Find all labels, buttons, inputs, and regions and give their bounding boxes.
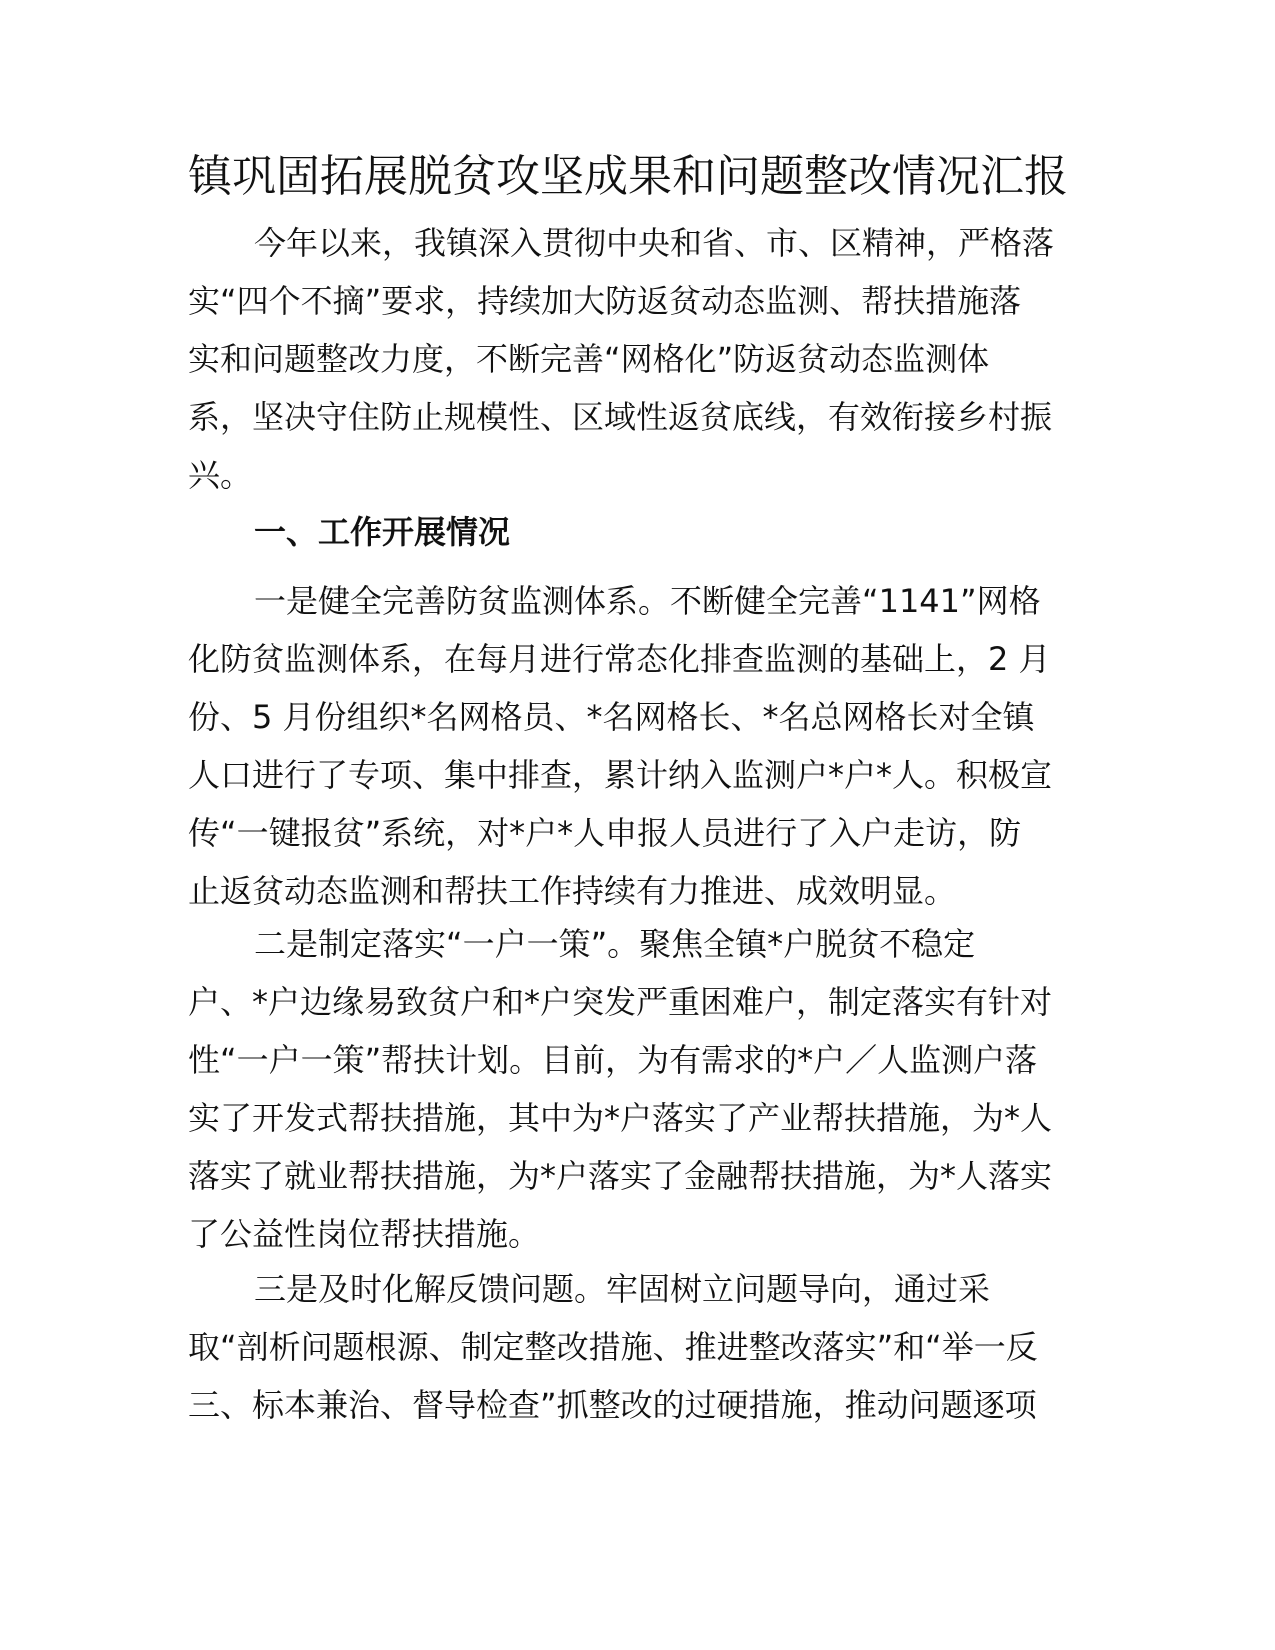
section-heading: 一、工作开展情况: [254, 513, 511, 551]
text-line: 实和问题整改力度，不断完善“网格化”防返贫动态监测体: [188, 340, 990, 378]
item-2-paragraph: [188, 915, 1088, 1263]
document-title: 镇巩固拓展脱贫攻坚成果和问题整改情况汇报: [188, 151, 1068, 202]
section-heading-block: [188, 503, 1088, 561]
text-line: 三、标本兼治、督导检查”抓整改的过硬措施，推动问题逐项: [188, 1386, 1037, 1424]
text-line: 今年以来，我镇深入贯彻中央和省、市、区精神，严格落: [254, 224, 1055, 262]
text-line: 传“一键报贫”系统，对*户*人申报人员进行了入户走访，防: [188, 814, 1022, 852]
text-line: 落实了就业帮扶措施，为*户落实了金融帮扶措施，为*人落实: [188, 1157, 1053, 1195]
text-line: 性“一户一策”帮扶计划。目前，为有需求的*户／人监测户落: [188, 1041, 1038, 1079]
text-line: 取“剖析问题根源、制定整改措施、推进整改落实”和“举一反: [188, 1328, 1038, 1366]
text-line: 实了开发式帮扶措施，其中为*户落实了产业帮扶措施，为*人: [188, 1099, 1053, 1137]
text-line: 人口进行了专项、集中排查，累计纳入监测户*户*人。积极宣: [188, 756, 1053, 794]
text-line: 三是及时化解反馈问题。牢固树立问题导向，通过采: [254, 1270, 991, 1308]
text-line: 一是健全完善防贫监测体系。不断健全完善“1141”网格: [254, 582, 1041, 620]
text-line: 户、*户边缘易致贫户和*户突发严重困难户，制定落实有针对: [188, 983, 1053, 1021]
text-line: 化防贫监测体系，在每月进行常态化排查监测的基础上，2 月: [188, 640, 1051, 678]
text-line: 兴。: [188, 456, 253, 494]
intro-paragraph: [188, 214, 1088, 504]
text-line: 了公益性岗位帮扶措施。: [188, 1215, 541, 1253]
text-line: 止返贫动态监测和帮扶工作持续有力推进、成效明显。: [188, 872, 957, 910]
text-line: 实“四个不摘”要求，持续加大防返贫动态监测、帮扶措施落: [188, 282, 1022, 320]
text-line: 系，坚决守住防止规模性、区域性返贫底线，有效衔接乡村振: [188, 398, 1053, 436]
item-1-paragraph: [188, 572, 1088, 920]
item-3-paragraph: [188, 1260, 1088, 1434]
text-line: 二是制定落实“一户一策”。聚焦全镇*户脱贫不稳定: [254, 925, 976, 963]
text-line: 份、5 月份组织*名网格员、*名网格长、*名总网格长对全镇: [188, 698, 1035, 736]
